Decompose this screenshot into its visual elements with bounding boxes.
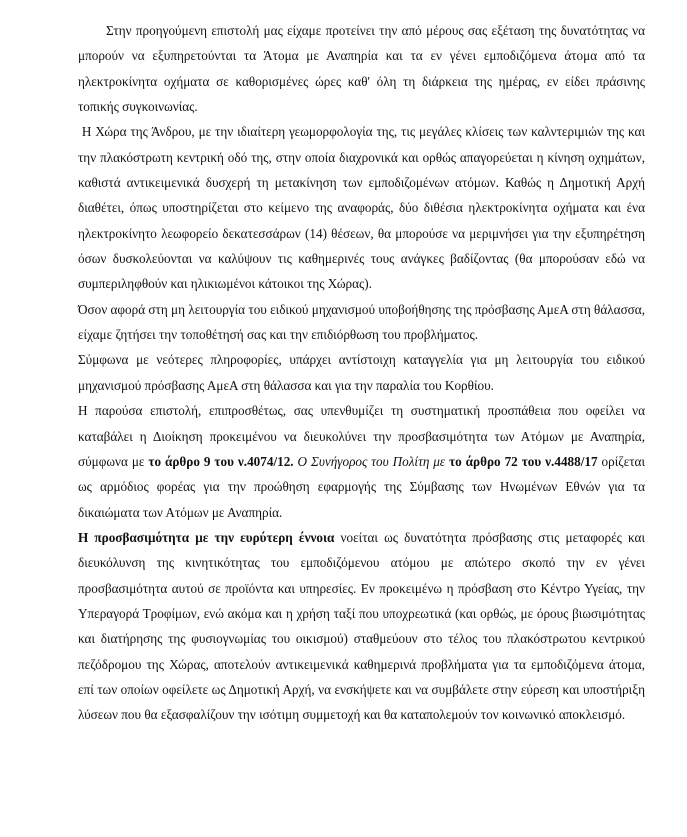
- paragraph-text: Στην προηγούμενη επιστολή μας είχαμε προτείνει την από μέρους σας εξέταση της δυνατότητας να μπορούν να εξυπηρετούνται τα Άτομα με Αναπηρία και τα εν γένει εμποδιζόμενα άτομα από τα ηλεκτροκίνητα οχήματα σε καθορισμένες ώρες καθ' όλη τη διάρκεια της ημέρας, εν είδει πράσινης τοπικής συγκοινωνίας.: [78, 23, 649, 115]
- legal-reference-article-9: το άρθρο 9 του ν.4074/12.: [148, 453, 294, 469]
- accessibility-definition-heading: Η προσβασιμότητα με την ευρύτερη έννοια: [78, 529, 335, 545]
- paragraph-text: Η Χώρα της Άνδρου, με την ιδιαίτερη γεωμορφολογία της, τις μεγάλες κλίσεις των καλντεριμιών της και την πλακόστρωτη κεντρική οδό της, στην οποία διαχρονικά και ορθώς απαγορεύεται η κίνηση οχημάτων, καθιστά αντικειμενικά δυσχερή τη μετακίνηση των εμποδιζομένων ατόμων. Καθώς η Δημοτική Αρχή διαθέτει, όπως υποστηρίζεται στο κείμενο της αναφοράς, δύο διθέσια ηλεκτροκίνητα οχήματα και ένα ηλεκτροκίνητο λεωφορείο δεκατεσσάρων (14) θέσεων, θα μπορούσε να μεριμνήσει για την εξυπηρέτηση όσων δυσκολεύονται να καλύψουν τις καθημερινές τους ανάγκες βαδίζοντας (θα μπορούσαν εδώ να συμπεριληφθούν και ηλικιωμένοι κάτοικοι της Χώρας).: [78, 124, 649, 292]
- legal-reference-article-72: το άρθρο 72 του ν.4488/17: [449, 453, 598, 469]
- paragraph-text: Σύμφωνα με νεότερες πληροφορίες, υπάρχει αντίστοιχη καταγγελία για μη λειτουργία του ειδικού μηχανισμού πρόσβασης ΑμεΑ στη θάλασσα και για την παραλία του Κορθίου.: [78, 352, 649, 393]
- paragraph: [78, 18, 649, 119]
- paragraph-text: ορίζεται ως αρμόδιος φορέας για την προώθηση εφαρμογής της Σύμβασης των Ηνωμένων Εθνών για τα δικαιώματα των Ατόμων με Αναπηρία.: [78, 453, 649, 520]
- paragraph: [78, 347, 649, 398]
- paragraph-text: Όσον αφορά στη μη λειτουργία του ειδικού μηχανισμού υποβοήθησης της πρόσβασης ΑμεΑ στη θάλασσα, είχαμε ζητήσει την τοποθέτησή σας και την επιδιόρθωση του προβλήματος.: [78, 301, 649, 343]
- paragraph-text: νοείται ως δυνατότητα πρόσβασης στις μεταφορές και διευκόλυνση της κινητικότητας του εμποδιζόμενου ατόμου με απώτερο σκοπό την εν γένει προσβασιμότητα αυτού σε προϊόντα και υπηρεσίες. Εν προκειμένω η πρόσβαση στο Κέντρο Υγείας, την Υπεραγορά Τροφίμων, ενώ ακόμα και η χρήση ταξί που υποχρεωτικά (και ορθώς, με όρους βιωσιμότητας και διατήρησης της φυσιογνωμίας του οικισμού) σταθμεύουν στο τέλος του πλακόστρωτου κεντρικού πεζόδρομου της Χώρας, αποτελούν αντικειμενικά καθημερινά προβλήματα για τα εμποδιζόμενα άτομα, επί των οποίων οφείλετε ως Δημοτική Αρχή, να ενσκήψετε και να συμβάλετε στην εύρεση και υποστήριξη λύσεων που θα εξασφαλίζουν την ισότιμη συμμετοχή και θα καταπολεμούν τον κοινωνικό αποκλεισμό.: [78, 529, 649, 723]
- paragraph: [78, 297, 649, 348]
- paragraph: [78, 398, 649, 525]
- paragraph-text: Ο Συνήγορος του Πολίτη με: [293, 453, 450, 469]
- paragraph: [78, 525, 649, 728]
- document-body: [78, 18, 649, 728]
- paragraph-text: Η παρούσα επιστολή, επιπροσθέτως, σας υπενθυμίζει τη συστηματική προσπάθεια που οφείλει να καταβάλει η Διοίκηση προκειμένου να διευκολύνει την προσβασιμότητα των Ατόμων με Αναπηρία, σύμφωνα με: [78, 403, 649, 469]
- paragraph: [78, 119, 649, 296]
